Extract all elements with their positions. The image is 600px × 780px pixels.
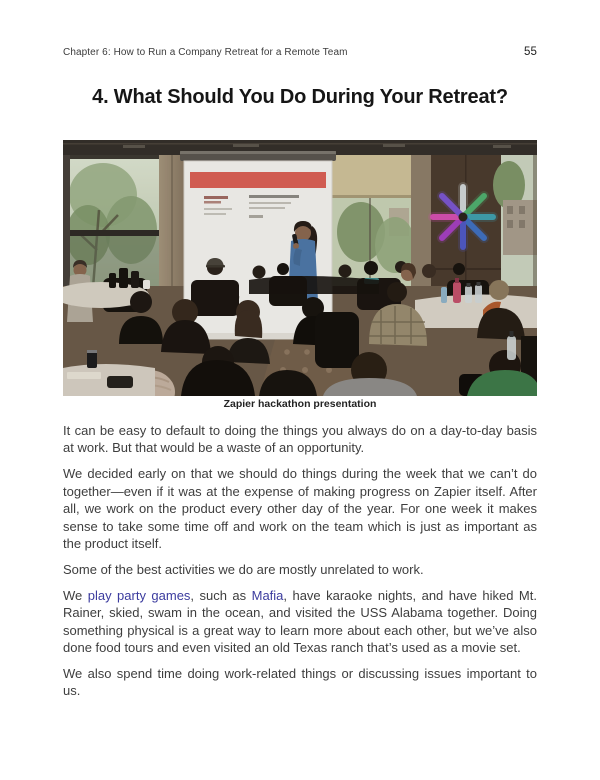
body-paragraph-3: Some of the best activities we do are mostly unrelated to work.: [63, 561, 424, 577]
body-text: [63, 422, 537, 708]
retreat-photo: [63, 140, 537, 396]
link-mafia[interactable]: Mafia: [251, 587, 284, 603]
body-paragraph-4: [63, 587, 537, 657]
chapter-title: Chapter 6: How to Run a Company Retreat for a Remote Team: [63, 47, 348, 58]
body-paragraph-5: We also spend time doing work-related things or discussing issues important to us.: [63, 665, 537, 699]
page-number: 55: [524, 46, 537, 58]
paragraph-text: We: [63, 587, 88, 603]
photo-caption: Zapier hackathon presentation: [223, 398, 377, 410]
section-heading: 4. What Should You Do During Your Retreat?: [92, 86, 508, 108]
retreat-photo-illustration: [63, 140, 537, 396]
body-paragraph-2: We decided early on that we should do things during the week that we can’t do together—even if it was at the expense of making progress on Zapier itself. After all, we work on the product every other day of the year. For one week it makes sense to take some time off and work on the team which is just as important as the product itself.: [63, 466, 537, 551]
paragraph-text: , have karaoke nights, and have hiked Mt. Rainer, skied, swam in the ocean, and visited the USS Alabama together. Doing something physical is a great way to learn more about each other, but we’ve also done food tours and even visited an old Texas ranch that’s used as a movie set.: [63, 587, 537, 655]
running-header: [63, 46, 537, 58]
paragraph-text: , such as: [190, 587, 252, 603]
body-paragraph-1: It can be easy to default to doing the things you always do on a day-to-day basis at work. But that would be a waste of an opportunity.: [63, 423, 537, 456]
link-play-party-games[interactable]: play party games: [87, 587, 191, 603]
